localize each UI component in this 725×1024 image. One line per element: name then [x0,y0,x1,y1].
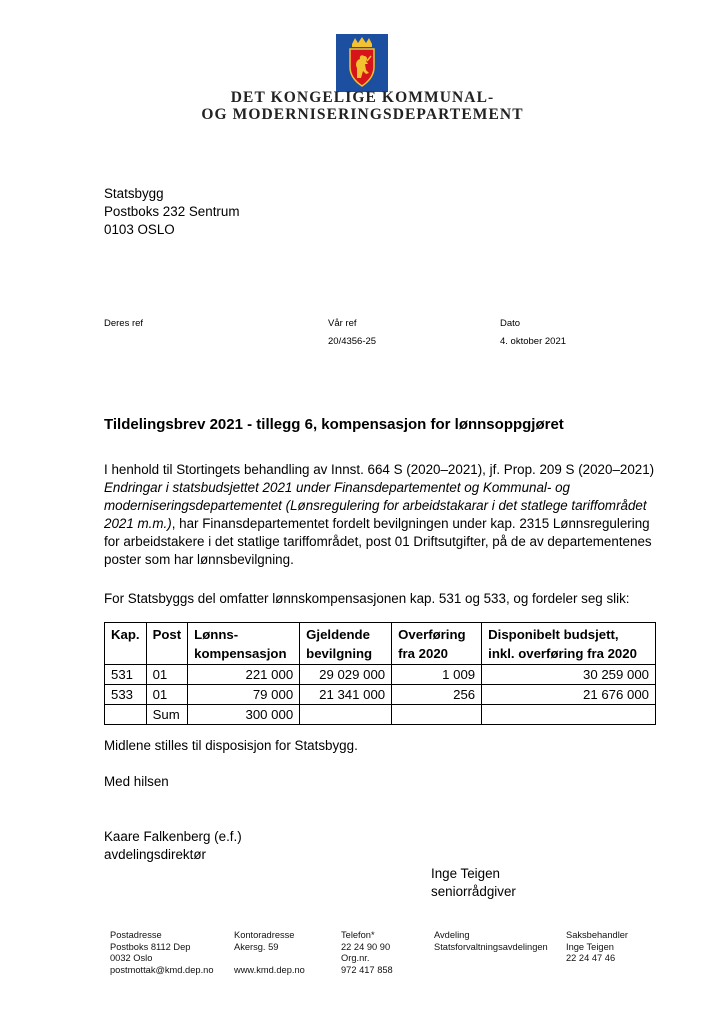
col-header-disponibelt-budsjett: Disponibelt budsjett, inkl. overføring fra 2020 [482,623,656,665]
signatory-title: seniorrådgiver [431,884,516,899]
cell-sum-label: Sum [146,705,188,725]
var-ref-label: Vår ref [328,318,357,329]
col-header-post: Post [146,623,188,665]
letter-title: Tildelingsbrev 2021 - tillegg 6, kompensasjon for lønnsoppgjøret [104,416,564,433]
footer-label: Avdeling [434,930,470,940]
footer-label: Kontoradresse [234,930,295,940]
intro-italic-title: Endringar i statsbudsjettet 2021 under Finansdepartementet og Kommunal- og moderniseringsdepartementet (Lønsregulering for arbeidstakarar i det statlege tariffområdet 2021 m.m.) [104,480,647,531]
intro-text-2: , har Finansdepartementet fordelt bevilgningen under kap. 2315 Lønnsregulering for arbeidstakere i det statlige tariffområdet, post 01 Driftsutgifter, på de av departementenes poster som har lønnsbevilgning. [104,516,652,567]
intro-paragraph [104,461,664,569]
table-row [105,685,656,705]
footer-kontoradresse: Kontoradresse Akersg. 59 www.kmd.dep.no [234,930,305,975]
footer-avdeling: Avdeling Statsforvaltningsavdelingen [434,930,548,952]
signatory-name: Inge Teigen [431,866,500,881]
col-header-kap: Kap. [105,623,147,665]
allocation-table [104,622,656,725]
cell-gjeld: 29 029 000 [300,665,392,685]
footer-label: Saksbehandler [566,930,629,940]
footer-saksbehandler: Saksbehandler Inge Teigen 22 24 47 46 [566,930,629,963]
cell-kap: 531 [105,665,147,685]
distribution-text: For Statsbyggs del omfatter lønnskompensasjonen kap. 531 og 533, og fordeler seg slik: [104,591,630,606]
ministry-name-line2: OG MODERNISERINGSDEPARTEMENT [201,106,524,123]
recipient-postal: 0103 OSLO [104,222,175,237]
cell-kap: 533 [105,685,147,705]
table-header-row [105,623,656,665]
deres-ref [104,318,143,330]
coat-of-arms-icon [336,34,388,92]
cell-gjeld: 21 341 000 [300,685,392,705]
cell-lonn: 79 000 [188,685,300,705]
recipient-name: Statsbygg [104,186,164,201]
date [500,318,566,348]
footer-email[interactable]: postmottak@kmd.dep.no [110,964,214,975]
footer-label: Telefon* [341,930,375,940]
cell-overf: 1 009 [392,665,482,685]
footer-telefon: Telefon* 22 24 90 90 Org.nr. 972 417 858 [341,930,393,975]
cell-disp: 21 676 000 [482,685,656,705]
cell-empty [482,705,656,725]
cell-post: 01 [146,665,188,685]
cell-empty [392,705,482,725]
cell-empty [300,705,392,725]
signatory-name: Kaare Falkenberg (e.f.) [104,829,242,844]
footer-postadresse: Postadresse Postboks 8112 Dep 0032 Oslo postmottak@kmd.dep.no [110,930,214,975]
date-label: Dato [500,318,521,329]
signatory-title: avdelingsdirektør [104,847,206,862]
footer-website[interactable]: www.kmd.dep.no [234,964,305,975]
footer-label: Postadresse [110,930,162,940]
recipient-street: Postboks 232 Sentrum [104,204,240,219]
cell-lonn: 221 000 [188,665,300,685]
ministry-name-line1: DET KONGELIGE KOMMUNAL- [230,89,495,106]
var-ref-value: 20/4356-25 [328,336,377,347]
col-header-gjeldende-bevilgning: Gjeldende bevilgning [300,623,392,665]
cell-overf: 256 [392,685,482,705]
cell-post: 01 [146,685,188,705]
intro-text-1: I henhold til Stortingets behandling av Innst. 664 S (2020–2021), jf. Prop. 209 S (2020–2021) [104,462,655,477]
table-row [105,665,656,685]
col-header-lonnskompensasjon: Lønns- kompensasjon [188,623,300,665]
disposal-text: Midlene stilles til disposisjon for Statsbygg. [104,738,358,753]
cell-disp: 30 259 000 [482,665,656,685]
cell-sum-lonn: 300 000 [188,705,300,725]
cell-empty [105,705,147,725]
deres-ref-label: Deres ref [104,318,144,329]
signatory-secondary [431,865,516,901]
col-header-overforing: Overføring fra 2020 [392,623,482,665]
signatory-primary [104,828,242,864]
table-sum-row [105,705,656,725]
var-ref [328,318,376,348]
recipient-address [104,185,239,239]
date-value: 4. oktober 2021 [500,336,567,347]
closing-greeting: Med hilsen [104,774,169,789]
